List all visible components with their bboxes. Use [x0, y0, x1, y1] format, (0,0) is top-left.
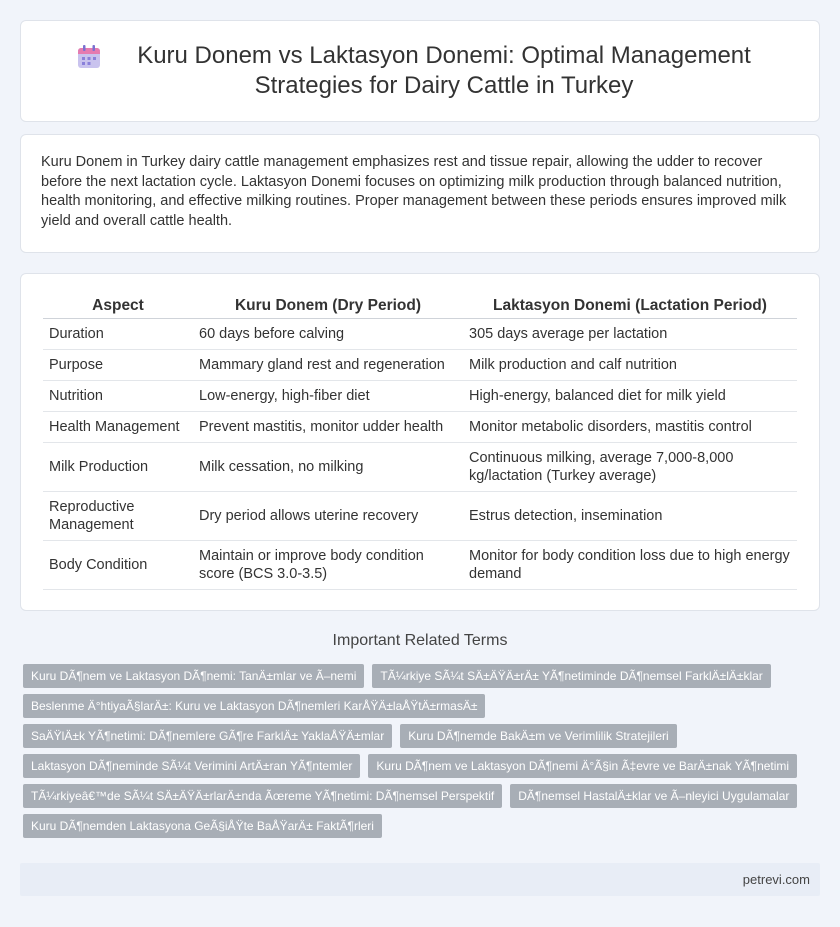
header-dry-period: Kuru Donem (Dry Period): [193, 294, 463, 318]
related-tag[interactable]: Kuru DÃ¶nemde BakÄ±m ve Verimlilik Stratejileri: [400, 724, 676, 748]
table-row: [43, 540, 797, 589]
cell-lactation: Milk production and calf nutrition: [463, 349, 797, 380]
cell-lactation: Estrus detection, insemination: [463, 491, 797, 540]
related-tag[interactable]: SaÄŸlÄ±k YÃ¶netimi: DÃ¶nemlere GÃ¶re FarklÄ± YaklaÅŸÄ±mlar: [23, 724, 392, 748]
footer-site-link[interactable]: petrevi.com: [742, 872, 810, 887]
related-tag[interactable]: Kuru DÃ¶nem ve Laktasyon DÃ¶nemi: TanÄ±mlar ve Ã–nemi: [23, 664, 364, 688]
cell-dry: Maintain or improve body condition score (BCS 3.0-3.5): [193, 540, 463, 589]
cell-aspect: Duration: [43, 318, 193, 349]
related-tag[interactable]: TÃ¼rkiye SÃ¼t SÄ±ÄŸÄ±rÄ± YÃ¶netiminde DÃ¶nemsel FarklÄ±lÄ±klar: [372, 664, 770, 688]
tag-row: [23, 664, 823, 688]
related-tag[interactable]: TÃ¼rkiyeâ€™de SÃ¼t SÄ±ÄŸÄ±rlarÄ±nda Ãœreme YÃ¶netimi: DÃ¶nemsel Perspektif: [23, 784, 502, 808]
table-row: [43, 318, 797, 349]
cell-dry: Low-energy, high-fiber diet: [193, 380, 463, 411]
page-title: Kuru Donem vs Laktasyon Donemi: Optimal Management Strategies for Dairy Cattle in Turkey: [137, 42, 751, 99]
related-terms-tags: [23, 664, 823, 844]
intro-card: [20, 134, 820, 253]
table-header-row: [43, 294, 797, 318]
table-row: [43, 411, 797, 442]
related-tag[interactable]: Laktasyon DÃ¶neminde SÃ¼t Verimini ArtÄ±ran YÃ¶ntemler: [23, 754, 360, 778]
related-tag[interactable]: Kuru DÃ¶nemden Laktasyona GeÃ§iÅŸte BaÅŸarÄ± FaktÃ¶rleri: [23, 814, 382, 838]
cell-aspect: Nutrition: [43, 380, 193, 411]
tag-row: [23, 754, 823, 778]
cell-dry: Mammary gland rest and regeneration: [193, 349, 463, 380]
tag-row: [23, 694, 823, 718]
cell-lactation: Continuous milking, average 7,000-8,000 kg/lactation (Turkey average): [463, 442, 797, 491]
cell-aspect: Milk Production: [43, 442, 193, 491]
table-row: [43, 442, 797, 491]
related-tag[interactable]: Beslenme Ä°htiyaÃ§larÄ±: Kuru ve Laktasyon DÃ¶nemleri KarÅŸÄ±laÅŸtÄ±rmasÄ±: [23, 694, 485, 718]
tag-row: [23, 724, 823, 748]
tag-row: [23, 814, 823, 838]
cell-lactation: Monitor metabolic disorders, mastitis control: [463, 411, 797, 442]
cell-dry: Dry period allows uterine recovery: [193, 491, 463, 540]
related-tag[interactable]: DÃ¶nemsel HastalÄ±klar ve Ã–nleyici Uygulamalar: [510, 784, 797, 808]
title-wrap: [76, 41, 764, 101]
cell-dry: 60 days before calving: [193, 318, 463, 349]
header-aspect: Aspect: [43, 294, 193, 318]
related-tag[interactable]: Kuru DÃ¶nem ve Laktasyon DÃ¶nemi Ä°Ã§in Ã‡evre ve BarÄ±nak YÃ¶netimi: [368, 754, 797, 778]
table-row: [43, 349, 797, 380]
comparison-table: [43, 294, 797, 590]
cell-dry: Prevent mastitis, monitor udder health: [193, 411, 463, 442]
header-lactation-period: Laktasyon Donemi (Lactation Period): [463, 294, 797, 318]
footer: [20, 863, 820, 896]
calendar-icon: [76, 44, 102, 70]
cell-aspect: Health Management: [43, 411, 193, 442]
table-row: [43, 491, 797, 540]
cell-lactation: High-energy, balanced diet for milk yield: [463, 380, 797, 411]
intro-text: Kuru Donem in Turkey dairy cattle management emphasizes rest and tissue repair, allowing the udder to recover before the next lactation cycle. Laktasyon Donemi focuses on optimizing milk production through balanced nutrition, health monitoring, and effective milking routines. Proper management between these periods ensures improved milk yield and overall cattle health.: [41, 154, 787, 229]
cell-lactation: 305 days average per lactation: [463, 318, 797, 349]
cell-lactation: Monitor for body condition loss due to high energy demand: [463, 540, 797, 589]
table-row: [43, 380, 797, 411]
cell-aspect: Purpose: [43, 349, 193, 380]
related-terms-title: Important Related Terms: [332, 632, 508, 649]
title-card: [20, 20, 820, 122]
cell-dry: Milk cessation, no milking: [193, 442, 463, 491]
comparison-card: [20, 273, 820, 611]
tag-row: [23, 784, 823, 808]
cell-aspect: Reproductive Management: [43, 491, 193, 540]
cell-aspect: Body Condition: [43, 540, 193, 589]
